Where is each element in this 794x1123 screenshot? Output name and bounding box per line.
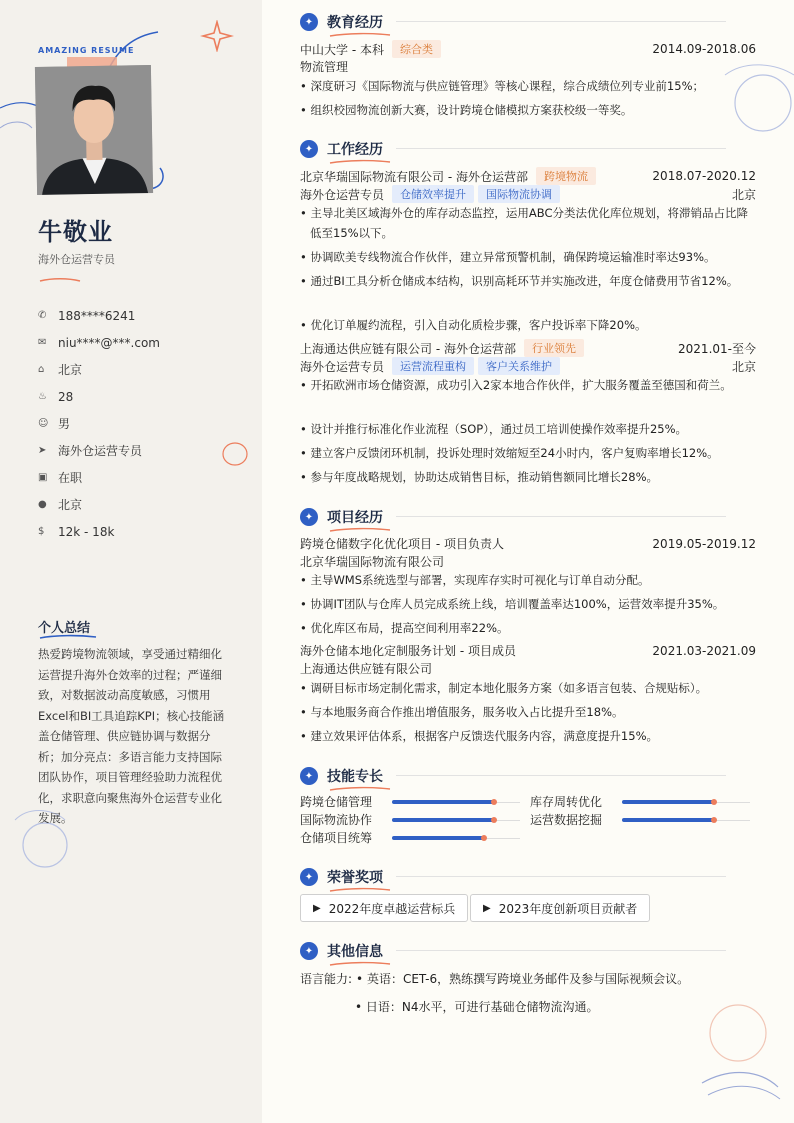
job-title: 海外仓运营专员: [38, 253, 115, 266]
work-entry-header: [300, 167, 756, 185]
summary-text: 热爱跨境物流领域，享受通过精细化运营提升海外仓效率的过程；严谨细致，对数据波动高度敏感，习惯用Excel和BI工具追踪KPI；核心技能涵盖仓储管理、供应链协调与数据分析；加分亮点：多语言能力支持国际团队协作，项目管理经验助力流程优化，求职意向聚焦海外仓运营专业化发展。: [38, 647, 225, 825]
work-date: 2018.07-2020.12: [652, 169, 756, 183]
section-header-skills: [300, 766, 383, 786]
project-bullet: • 调研目标市场定制化需求，制定本地化服务方案（如多语言包装、合规贴标）。: [300, 681, 708, 695]
section-title: 教育经历: [327, 15, 383, 31]
role-name: 海外仓运营专员: [300, 187, 385, 202]
brand-label: AMAZING RESUME: [38, 46, 135, 55]
gender-icon: ☺: [38, 418, 49, 429]
info-value: 男: [58, 417, 71, 431]
language-item: • 英语：CET-6，熟练撰写跨境业务邮件及参与国际视频会议。: [356, 972, 690, 986]
skill-bar: [392, 796, 520, 808]
section-title: 荣誉奖项: [327, 870, 383, 886]
play-triangle-icon: ▶: [313, 902, 321, 914]
work-bullet: • 通过BI工具分析仓储成本结构，识别高耗环节并实施改进，年度仓储费用节省12%。: [300, 274, 739, 288]
section-divider: [396, 950, 726, 951]
project-entry-header: [300, 642, 756, 659]
section-divider: [396, 148, 726, 149]
skill-bar: [622, 814, 750, 826]
education-major-row: [300, 58, 756, 75]
skill-name: 国际物流协作: [300, 813, 373, 827]
cake-icon: ♨: [38, 391, 47, 402]
section-divider: [396, 516, 726, 517]
section-underline-decoration: [328, 527, 392, 533]
section-header-other: [300, 941, 383, 961]
work-bullet: • 优化订单履约流程，引入自动化质检步骤，客户投诉率下降20%。: [300, 318, 647, 332]
section-header-work: [300, 139, 383, 159]
project-org-row: [300, 553, 756, 570]
section-underline-decoration: [328, 961, 392, 967]
project-bullet: • 优化库区布局，提高空间利用率22%。: [300, 621, 509, 635]
project-bullet: • 协调IT团队与仓库人员完成系统上线，培训覆盖率达100%，运营效率提升35%。: [300, 597, 725, 611]
work-role-row: [300, 185, 756, 203]
company-name: 北京华瑞国际物流有限公司 - 海外仓运营部: [300, 169, 528, 184]
project-bullet: • 建立效果评估体系，根据客户反馈迭代服务内容，满意度提升15%。: [300, 729, 658, 743]
section-underline-decoration: [328, 786, 392, 792]
section-underline-decoration: [328, 32, 392, 38]
work-city: 北京: [731, 187, 756, 202]
section-star-icon: ✦: [300, 942, 318, 960]
education-entry-header: [300, 40, 756, 58]
role-tag: 国际物流协调: [478, 185, 560, 203]
section-star-icon: ✦: [300, 767, 318, 785]
project-date: 2021.03-2021.09: [652, 643, 756, 658]
info-city: [38, 491, 160, 518]
work-bullet: • 建立客户反馈闭环机制，投诉处理时效缩短至24小时内，客户复购率增长12%。: [300, 446, 719, 460]
section-underline-decoration: [328, 159, 392, 165]
send-icon: ➤: [38, 445, 47, 456]
mail-icon: ✉: [38, 337, 47, 348]
skill-name: 库存周转优化: [530, 795, 603, 809]
section-star-icon: ✦: [300, 13, 318, 31]
work-date: 2021.01-至今: [678, 341, 756, 356]
project-date: 2019.05-2019.12: [652, 536, 756, 551]
skill-name: 跨境仓储管理: [300, 795, 373, 809]
project-org-row: [300, 660, 756, 677]
work-bullet: • 主导北美区域海外仓的库存动态监控，运用ABC分类法优化库位规划，将滞销品占比降低至15%以下。: [300, 206, 749, 240]
work-bullet: • 开拓欧洲市场仓储资源，成功引入2家本地合作伙伴，扩大服务覆盖至德国和荷兰。: [300, 378, 732, 392]
info-target-job: [38, 437, 160, 464]
section-underline-decoration: [328, 887, 392, 893]
section-star-icon: ✦: [300, 508, 318, 526]
skill-level-dot: [491, 799, 497, 805]
section-divider: [396, 21, 726, 22]
section-divider: [396, 876, 726, 877]
award-name: 2023年度创新项目贡献者: [498, 901, 638, 916]
skill-bar: [392, 832, 520, 844]
project-title: 海外仓储本地化定制服务计划 - 项目成员: [300, 644, 516, 658]
work-city: 北京: [731, 359, 756, 374]
section-title: 技能专长: [327, 769, 383, 785]
section-header-education: [300, 12, 383, 32]
person-name: 牛敬业: [38, 218, 113, 246]
education-bullet: • 深度研习《国际物流与供应链管理》等核心课程，综合成绩位列专业前15%；: [300, 79, 704, 93]
info-value: 12k - 18k: [58, 524, 115, 539]
project-bullet: • 与本地服务商合作推出增值服务，服务收入占比提升至18%。: [300, 705, 624, 719]
skill-item: [300, 793, 520, 810]
briefcase-icon: ▣: [38, 472, 48, 483]
info-value: niu****@***.com: [58, 335, 160, 350]
project-bullet: • 主导WMS系统选型与部署，实现库存实时可视化与订单自动分配。: [300, 573, 650, 587]
work-bullet: • 设计并推行标准化作业流程（SOP），通过员工培训使操作效率提升25%。: [300, 422, 688, 436]
info-email: [38, 329, 160, 356]
education-date: 2014.09-2018.06: [652, 42, 756, 56]
project-entry-header: [300, 535, 756, 552]
phone-icon: ✆: [38, 310, 47, 321]
award-chip: [470, 894, 650, 922]
money-icon: $: [38, 526, 45, 537]
work-entry-header: [300, 339, 756, 357]
summary-title: 个人总结: [38, 621, 91, 636]
award-name: 2022年度卓越运营标兵: [328, 901, 456, 916]
language-label: 语言能力:: [300, 972, 353, 986]
project-title: 跨境仓储数字化优化项目 - 项目负责人: [300, 537, 504, 551]
work-bullet: • 协调欧美专线物流合作伙伴，建立异常预警机制，确保跨境运输准时率达93%。: [300, 250, 716, 264]
skill-name: 仓储项目统筹: [300, 831, 373, 845]
skill-level-dot: [481, 835, 487, 841]
skill-bar: [622, 796, 750, 808]
skill-item: [530, 811, 750, 828]
company-tag: 跨境物流: [536, 167, 596, 185]
school-name: 中山大学 - 本科: [300, 42, 384, 57]
work-bullet: • 参与年度战略规划，协助达成销售目标，推动销售额同比增长28%。: [300, 470, 658, 484]
section-star-icon: ✦: [300, 868, 318, 886]
section-title: 项目经历: [327, 510, 383, 526]
role-name: 海外仓运营专员: [300, 359, 385, 374]
project-org: 北京华瑞国际物流有限公司: [300, 555, 445, 569]
language-row: [355, 998, 735, 1015]
info-phone: [38, 302, 160, 329]
info-value: 188****6241: [58, 308, 136, 323]
contact-info-list: [38, 302, 160, 545]
info-status: [38, 464, 160, 491]
info-salary: [38, 518, 160, 545]
role-tag: 客户关系维护: [478, 357, 560, 375]
language-item: • 日语：N4水平，可进行基础仓储物流沟通。: [355, 1000, 599, 1014]
avatar: [35, 65, 153, 195]
location-pin-icon: ●: [38, 499, 47, 510]
section-header-projects: [300, 507, 383, 527]
role-tag: 仓储效率提升: [392, 185, 474, 203]
info-age: [38, 383, 160, 410]
skill-level-dot: [711, 799, 717, 805]
info-value: 北京: [58, 498, 83, 512]
play-triangle-icon: ▶: [483, 902, 491, 914]
info-hometown: [38, 356, 160, 383]
school-tag: 综合类: [392, 40, 441, 58]
home-icon: ⌂: [38, 364, 45, 375]
info-value: 海外仓运营专员: [58, 444, 143, 458]
avatar-portrait-icon: [35, 65, 153, 195]
info-value: 28: [58, 389, 74, 404]
award-chip: [300, 894, 468, 922]
skill-bar: [392, 814, 520, 826]
skill-level-dot: [491, 817, 497, 823]
project-org: 上海通达供应链有限公司: [300, 662, 433, 676]
section-star-icon: ✦: [300, 140, 318, 158]
work-role-row: [300, 357, 756, 375]
skill-item: [300, 829, 520, 846]
info-value: 在职: [58, 471, 83, 485]
section-title: 工作经历: [327, 142, 383, 158]
role-tag: 运营流程重构: [392, 357, 474, 375]
section-header-awards: [300, 867, 383, 887]
section-divider: [396, 775, 726, 776]
skill-name: 运营数据挖掘: [530, 813, 603, 827]
company-name: 上海通达供应链有限公司 - 海外仓运营部: [300, 341, 516, 356]
info-gender: [38, 410, 160, 437]
info-value: 北京: [58, 363, 83, 377]
skill-item: [530, 793, 750, 810]
skill-item: [300, 811, 520, 828]
language-row: [300, 970, 720, 987]
company-tag: 行业领先: [524, 339, 584, 357]
skill-level-dot: [711, 817, 717, 823]
major: 物流管理: [300, 60, 349, 74]
section-title: 其他信息: [327, 944, 383, 960]
education-bullet: • 组织校园物流创新大赛，设计跨境仓储模拟方案获校级一等奖。: [300, 103, 633, 117]
